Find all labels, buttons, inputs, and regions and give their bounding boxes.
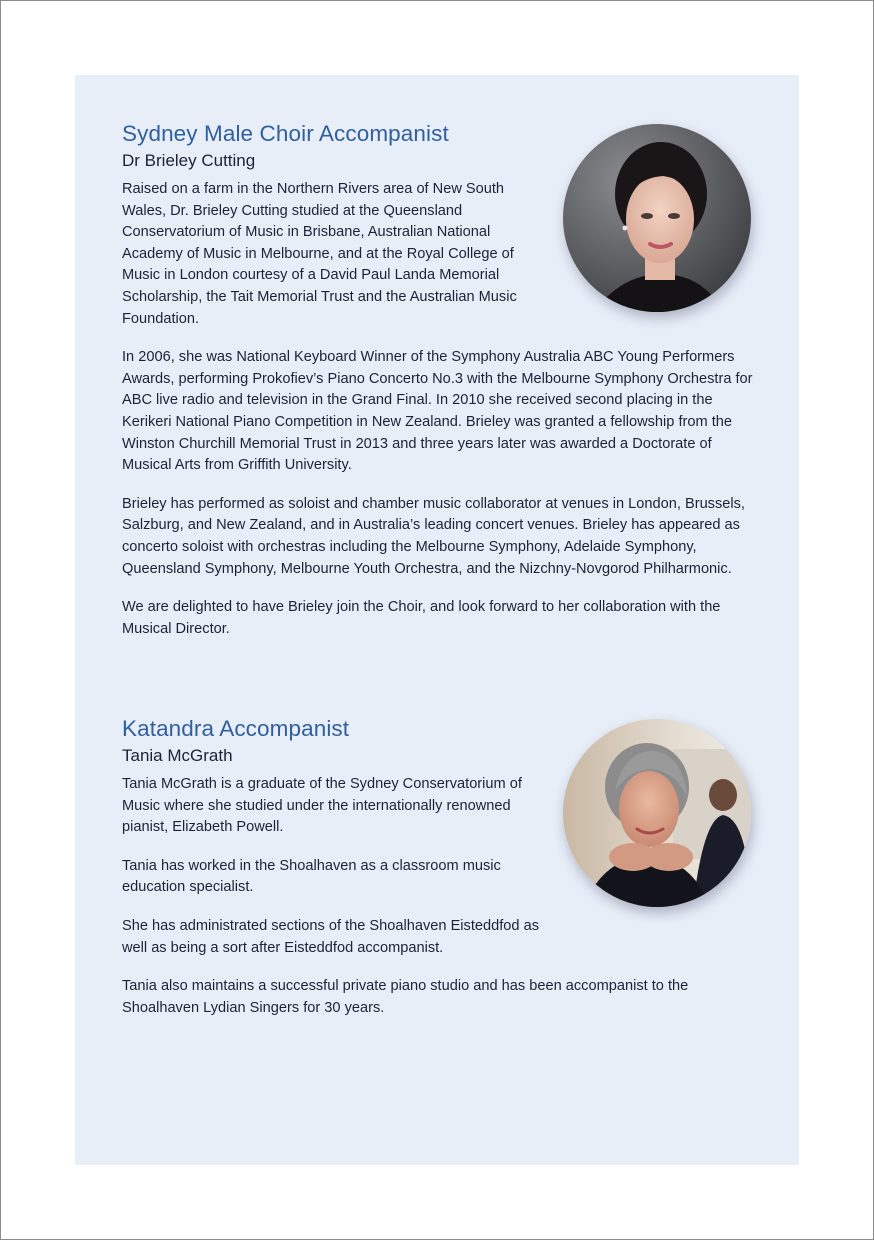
portrait-photo-tania <box>563 719 751 907</box>
bio-paragraph: She has administrated sections of the Shoalhaven Eisteddfod as well as being a sort after Eisteddfod accompanist. <box>122 917 539 956</box>
portrait-photo-brieley <box>563 124 751 312</box>
bio-paragraph: Tania McGrath is a graduate of the Sydney Conservatorium of Music where she studied under the internationally renowned pianist, Elizabeth Powell. <box>122 776 522 836</box>
section-title: Sydney Male Choir Accompanist <box>122 121 449 146</box>
person-name: Tania McGrath <box>122 746 233 765</box>
bio-paragraph: Tania has worked in the Shoalhaven as a classroom music education specialist. <box>122 857 501 896</box>
section-title: Katandra Accompanist <box>122 716 350 741</box>
person-name: Dr Brieley Cutting <box>122 151 256 170</box>
bio-paragraph: Tania also maintains a successful private piano studio and has been accompanist to the Shoalhaven Lydian Singers for 30 years. <box>122 978 689 1016</box>
bio-paragraph: Raised on a farm in the Northern Rivers area of New South Wales, Dr. Brieley Cutting studied at the Queensland Conservatorium of Music in Brisbane, Australian National Academy of Music in Melbourne, and at the Royal College of Music in London courtesy of a David Paul Landa Memorial Scholarship, the Tait Memorial Trust and the Australian Music Foundation. <box>122 181 517 327</box>
content-panel <box>75 75 799 1165</box>
bio-paragraph: In 2006, she was National Keyboard Winner of the Symphony Australia ABC Young Performers Awards, performing Prokofiev’s Piano Concerto No.3 with the Melbourne Symphony Orchestra for ABC live radio and television in the Grand Final. In 2010 she received second placing in the Kerikeri National Piano Competition in New Zealand. Brieley was granted a fellowship from the Winston Churchill Memorial Trust in 2013 and three years later was awarded a Doctorate of Musical Arts from Griffith University. <box>122 349 753 474</box>
bio-paragraph: Brieley has performed as soloist and chamber music collaborator at venues in London, Brussels, Salzburg, and New Zealand, and in Australia’s leading concert venues. Brieley has appeared as concerto soloist with orchestras including the Melbourne Symphony, Adelaide Symphony, Queensland Symphony, Melbourne Youth Orchestra, and the Nizchny-Novgorod Philharmonic. <box>122 495 745 577</box>
bio-paragraph: We are delighted to have Brieley join the Choir, and look forward to her collaboration with the Musical Director. <box>122 599 721 637</box>
